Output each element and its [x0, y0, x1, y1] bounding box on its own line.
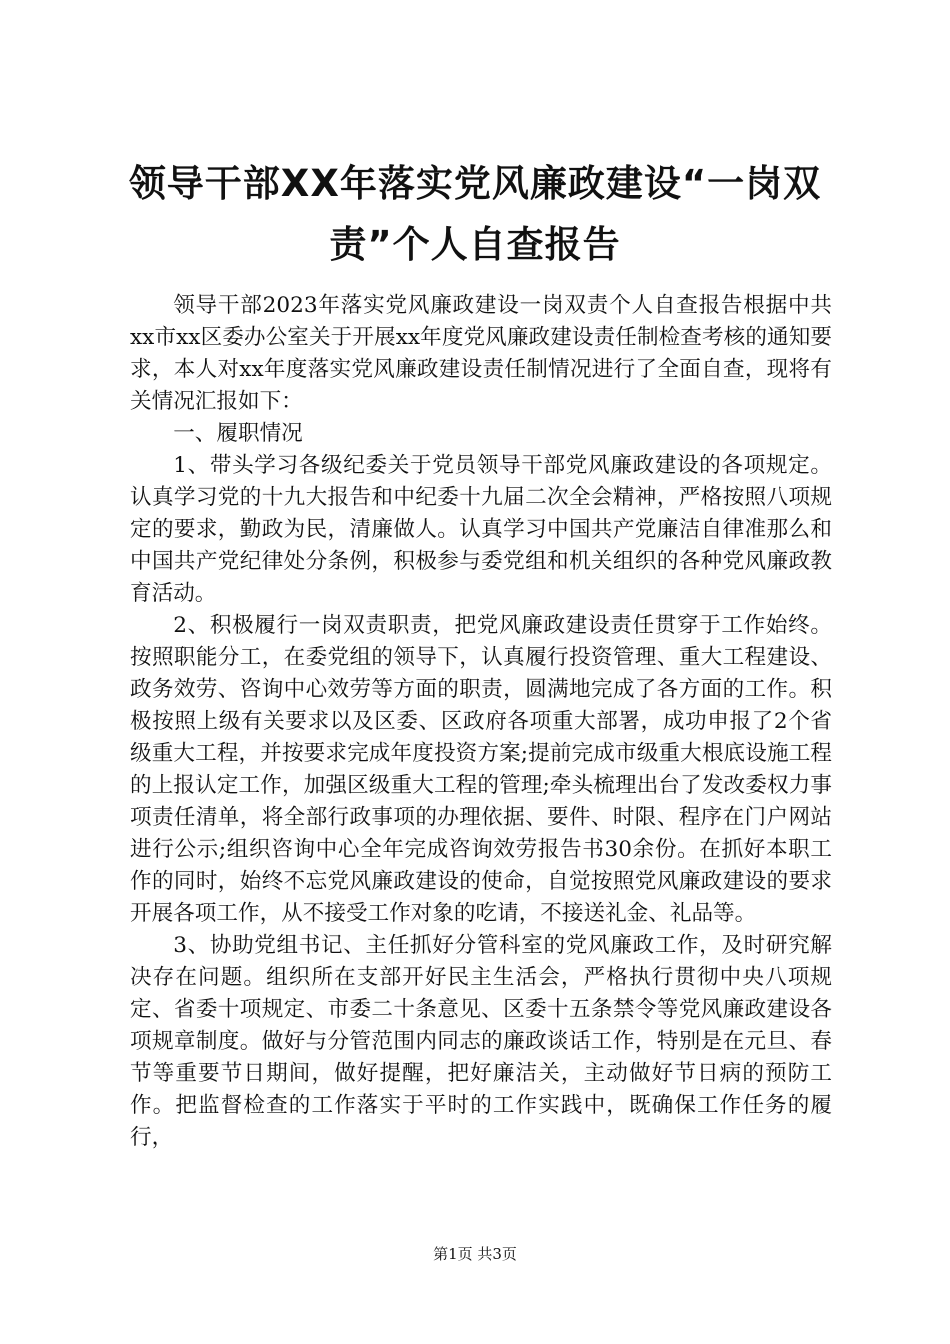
document-body: [130, 290, 832, 1154]
body-paragraph-3: 3、协助党组书记、主任抓好分管科室的党风廉政工作，及时研究解决存在问题。组织所在支部开好民主生活会，严格执行贯彻中央八项规定、省委十项规定、市委二十条意见、区委十五条禁令等党风廉政建设各项规章制度。做好与分管范围内同志的廉政谈话工作，特别是在元旦、春节等重要节日期间，做好提醒，把好廉洁关，主动做好节日病的预防工作。把监督检查的工作落实于平时的工作实践中，既确保工作任务的履行，: [130, 933, 832, 1150]
body-paragraph-2: 2、积极履行一岗双责职责，把党风廉政建设责任贯穿于工作始终。按照职能分工，在委党组的领导下，认真履行投资管理、重大工程建设、政务效劳、咨询中心效劳等方面的职责，圆满地完成了各方面的工作。积极按照上级有关要求以及区委、区政府各项重大部署，成功申报了2个省级重大工程，并按要求完成年度投资方案;提前完成市级重大根底设施工程的上报认定工作，加强区级重大工程的管理;牵头梳理出台了发改委权力事项责任清单，将全部行政事项的办理依据、要件、时限、程序在门户网站进行公示;组织咨询中心全年完成咨询效劳报告书30余份。在抓好本职工作的同时，始终不忘党风廉政建设的使命，自觉按照党风廉政建设的要求开展各项工作，从不接受工作对象的吃请，不接送礼金、礼品等。: [130, 613, 832, 926]
intro-paragraph: 领导干部2023年落实党风廉政建设一岗双责个人自查报告根据中共xx市xx区委办公室关于开展xx年度党风廉政建设责任制检查考核的通知要求，本人对xx年度落实党风廉政建设责任制情况进行了全面自查，现将有关情况汇报如下：: [130, 293, 832, 414]
document-title-line-2: 责”个人自查报告: [329, 223, 621, 266]
document-title-line-1: 领导干部XX年落实党风廉政建设“一岗双: [128, 162, 822, 205]
page-footer: 第1页 共3页: [433, 1245, 517, 1263]
section-heading: 一、履职情况: [173, 421, 303, 446]
body-paragraph-1: 1、带头学习各级纪委关于党员领导干部党风廉政建设的各项规定。认真学习党的十九大报告和中纪委十九届二次全会精神，严格按照八项规定的要求，勤政为民，清廉做人。认真学习中国共产党廉洁自律准那么和中国共产党纪律处分条例，积极参与委党组和机关组织的各种党风廉政教育活动。: [130, 453, 832, 606]
